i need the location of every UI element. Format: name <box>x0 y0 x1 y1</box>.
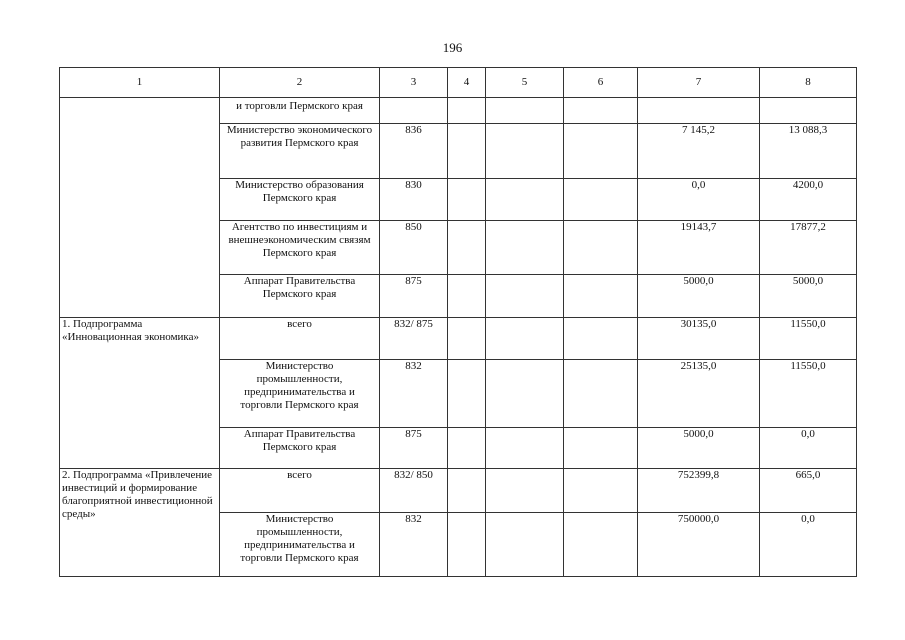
col8-cell <box>760 98 857 124</box>
col4-cell <box>448 469 486 513</box>
code-cell: 850 <box>380 221 448 275</box>
executor-cell: всего <box>220 318 380 360</box>
executor-cell: Министерство промышленности, предпринимательства и торговли Пермского края <box>220 360 380 428</box>
col5-cell <box>486 98 564 124</box>
executor-cell: Министерство образования Пермского края <box>220 179 380 221</box>
program-cell: 2. Подпрограмма «Привлечение инвестиций и формирование благоприятной инвестиционной среды» <box>60 469 220 577</box>
col8-cell: 11550,0 <box>760 360 857 428</box>
table-row <box>60 98 857 124</box>
col5-cell <box>486 318 564 360</box>
col7-cell: 752399,8 <box>638 469 760 513</box>
col8-cell: 17877,2 <box>760 221 857 275</box>
col8-cell: 665,0 <box>760 469 857 513</box>
page-number: 196 <box>442 40 463 55</box>
header-cell-5: 5 <box>486 68 564 98</box>
header-cell-7: 7 <box>638 68 760 98</box>
code-cell: 832 <box>380 360 448 428</box>
executor-cell: Аппарат Правительства Пермского края <box>220 428 380 469</box>
col7-cell: 7 145,2 <box>638 124 760 179</box>
col6-cell <box>564 318 638 360</box>
executor-cell: Министерство промышленности, предпринимательства и торговли Пермского края <box>220 513 380 577</box>
col7-cell: 0,0 <box>638 179 760 221</box>
col4-cell <box>448 179 486 221</box>
col5-cell <box>486 428 564 469</box>
col5-cell <box>486 469 564 513</box>
program-cell <box>60 98 220 318</box>
col6-cell <box>564 513 638 577</box>
col5-cell <box>486 275 564 318</box>
header-row <box>60 68 857 98</box>
col6-cell <box>564 360 638 428</box>
col6-cell <box>564 469 638 513</box>
table-row <box>60 318 857 360</box>
col4-cell <box>448 124 486 179</box>
code-cell: 836 <box>380 124 448 179</box>
code-cell: 875 <box>380 275 448 318</box>
col4-cell <box>448 275 486 318</box>
col8-cell: 11550,0 <box>760 318 857 360</box>
executor-cell: всего <box>220 469 380 513</box>
col4-cell <box>448 513 486 577</box>
col6-cell <box>564 179 638 221</box>
executor-cell: Министерство экономического развития Пермского края <box>220 124 380 179</box>
col7-cell: 25135,0 <box>638 360 760 428</box>
col6-cell <box>564 428 638 469</box>
col4-cell <box>448 221 486 275</box>
col4-cell <box>448 318 486 360</box>
col5-cell <box>486 360 564 428</box>
executor-cell: и торговли Пермского края <box>220 98 380 124</box>
col6-cell <box>564 124 638 179</box>
col8-cell: 0,0 <box>760 428 857 469</box>
budget-table <box>59 67 857 577</box>
header-cell-8: 8 <box>760 68 857 98</box>
col5-cell <box>486 513 564 577</box>
col6-cell <box>564 275 638 318</box>
col8-cell: 0,0 <box>760 513 857 577</box>
col7-cell: 5000,0 <box>638 275 760 318</box>
code-cell <box>380 98 448 124</box>
header-cell-1: 1 <box>60 68 220 98</box>
col7-cell: 19143,7 <box>638 221 760 275</box>
col5-cell <box>486 124 564 179</box>
executor-cell: Агентство по инвестициям и внешнеэкономическим связям Пермского края <box>220 221 380 275</box>
code-cell: 832/ 850 <box>380 469 448 513</box>
col8-cell: 4200,0 <box>760 179 857 221</box>
col7-cell <box>638 98 760 124</box>
executor-cell: Аппарат Правительства Пермского края <box>220 275 380 318</box>
col4-cell <box>448 428 486 469</box>
code-cell: 830 <box>380 179 448 221</box>
col6-cell <box>564 221 638 275</box>
code-cell: 832/ 875 <box>380 318 448 360</box>
col5-cell <box>486 221 564 275</box>
col7-cell: 750000,0 <box>638 513 760 577</box>
col7-cell: 30135,0 <box>638 318 760 360</box>
col5-cell <box>486 179 564 221</box>
header-cell-6: 6 <box>564 68 638 98</box>
col6-cell <box>564 98 638 124</box>
col8-cell: 5000,0 <box>760 275 857 318</box>
code-cell: 832 <box>380 513 448 577</box>
header-cell-4: 4 <box>448 68 486 98</box>
table-row <box>60 469 857 513</box>
col4-cell <box>448 360 486 428</box>
header-cell-3: 3 <box>380 68 448 98</box>
col8-cell: 13 088,3 <box>760 124 857 179</box>
code-cell: 875 <box>380 428 448 469</box>
header-cell-2: 2 <box>220 68 380 98</box>
col4-cell <box>448 98 486 124</box>
col7-cell: 5000,0 <box>638 428 760 469</box>
program-cell: 1. Подпрограмма «Инновационная экономика» <box>60 318 220 469</box>
